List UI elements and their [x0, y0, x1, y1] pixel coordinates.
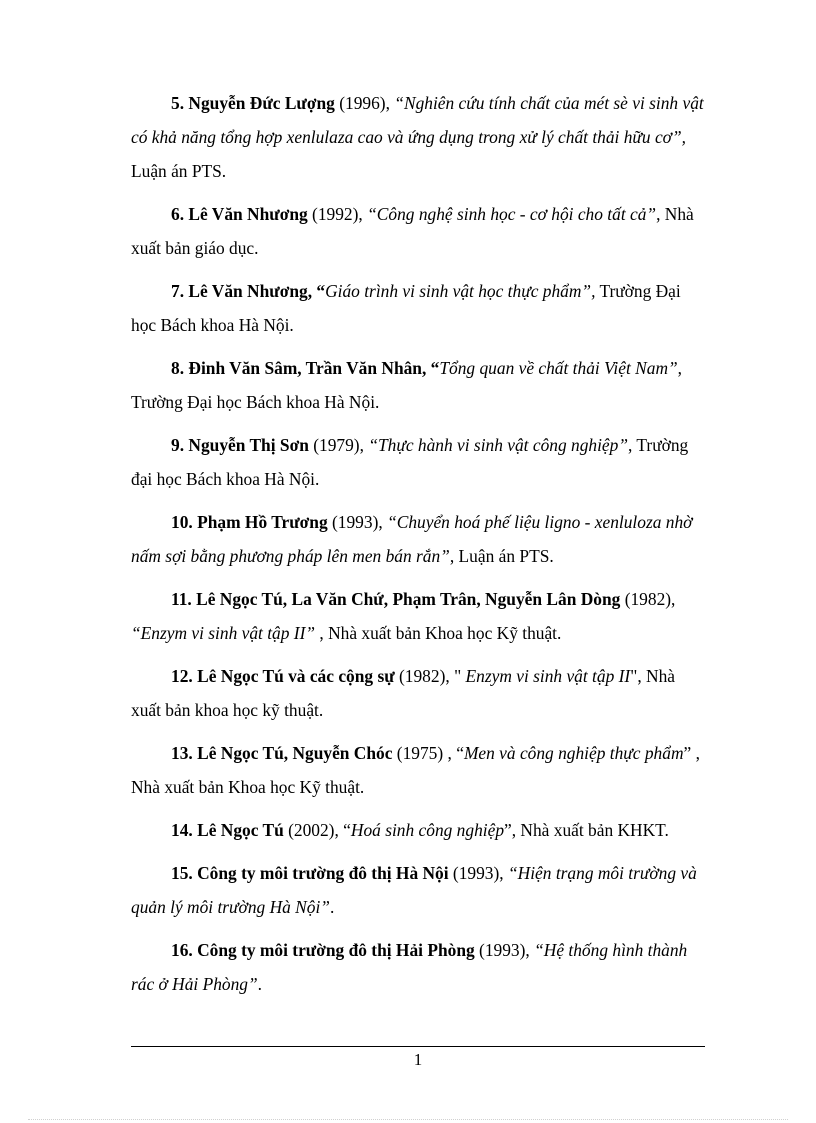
reference-item [131, 582, 705, 650]
reference-author: Lê Văn Nhương [188, 204, 308, 224]
reference-year: (1975) , “ [392, 743, 464, 763]
reference-number: 8. [171, 358, 185, 378]
reference-item [131, 86, 705, 188]
reference-title: “Enzym vi sinh vật tập II” [131, 623, 316, 643]
reference-year: (1992), [307, 204, 368, 224]
reference-year: (1993), [474, 940, 535, 960]
reference-number: 13. [171, 743, 193, 763]
reference-item [131, 736, 705, 804]
reference-item [131, 197, 705, 265]
reference-number: 9. [171, 435, 185, 455]
reference-publisher: ” , Nhà xuất bản Khoa học Kỹ thuật. [131, 743, 700, 797]
reference-publisher: , Luận án PTS. [449, 546, 554, 566]
reference-number: 6. [171, 204, 185, 224]
reference-number: 10. [171, 512, 193, 532]
reference-item [131, 933, 705, 1001]
reference-author: Lê Ngọc Tú và các cộng sự [197, 666, 395, 686]
reference-item [131, 428, 705, 496]
page-number: 1 [413, 1050, 423, 1069]
reference-year: (1982), [620, 589, 676, 609]
reference-item [131, 813, 705, 847]
reference-title: Hoá sinh công nghiệp [350, 820, 505, 840]
reference-author: Công ty môi trường đô thị Hà Nội [197, 863, 449, 883]
reference-author: Nguyễn Thị Sơn [188, 435, 309, 455]
reference-year: (1993), [448, 863, 508, 883]
reference-publisher: ", Nhà xuất bản khoa học kỹ thuật. [131, 666, 675, 720]
reference-author: Lê Ngọc Tú, Nguyễn Chóc [197, 743, 393, 763]
footer-rule [131, 1046, 705, 1047]
reference-year: (1996), [334, 93, 395, 113]
reference-title: “Nghiên cứu tính chất của mét sè vi sinh vật có khả năng tổng hợp xenlulaza cao và ứng dụng trong xử lý chất thải hữu cơ”, [131, 93, 704, 147]
reference-publisher: . [329, 897, 335, 917]
reference-author: Nguyễn Đức Lượng [188, 93, 335, 113]
reference-title: “Hiện trạng môi trường và quản lý môi trường Hà Nội” [131, 863, 697, 917]
reference-item [131, 351, 705, 419]
reference-author: Công ty môi trường đô thị Hải Phòng [197, 940, 475, 960]
reference-title: Men và công nghiệp thực phẩm [463, 743, 684, 763]
reference-year: (1993), [327, 512, 388, 532]
reference-author: Lê Văn Nhương, “ [188, 281, 326, 301]
reference-number: 14. [171, 820, 193, 840]
reference-title: “Thực hành vi sinh vật công nghiệp” [368, 435, 629, 455]
reference-author: Đinh Văn Sâm, Trần Văn Nhân, “ [188, 358, 440, 378]
reference-publisher: , Trường Đại học Bách khoa Hà Nội. [131, 358, 683, 412]
reference-year: (2002), “ [283, 820, 351, 840]
reference-publisher: , Nhà xuất bản giáo dục. [131, 204, 694, 258]
reference-title: Giáo trình vi sinh vật học thực phẩm”, [325, 281, 596, 301]
reference-number: 7. [171, 281, 185, 301]
reference-publisher: ”, Nhà xuất bản KHKT. [504, 820, 669, 840]
reference-publisher: . [257, 974, 263, 994]
page-edge [28, 1119, 788, 1120]
reference-list [131, 86, 705, 1010]
reference-publisher: Luận án PTS. [131, 161, 227, 181]
reference-title: Tổng quan về chất thải Việt Nam” [439, 358, 678, 378]
reference-item [131, 856, 705, 924]
reference-item [131, 505, 705, 573]
reference-author: Phạm Hồ Trương [197, 512, 328, 532]
reference-number: 11. [171, 589, 192, 609]
reference-year: (1979), [308, 435, 369, 455]
reference-number: 12. [171, 666, 193, 686]
reference-author: Lê Ngọc Tú [197, 820, 284, 840]
reference-author: Lê Ngọc Tú, La Văn Chứ, Phạm Trân, Nguyễn Lân Dòng [196, 589, 621, 609]
reference-number: 15. [171, 863, 193, 883]
reference-title: “Công nghệ sinh học - cơ hội cho tất cả” [367, 204, 657, 224]
reference-number: 16. [171, 940, 193, 960]
reference-publisher: , Trường đại học Bách khoa Hà Nội. [131, 435, 689, 489]
reference-title: Enzym vi sinh vật tập II [465, 666, 631, 686]
reference-year: (1982), " [394, 666, 466, 686]
reference-item [131, 274, 705, 342]
reference-publisher: Trường Đại học Bách khoa Hà Nội. [131, 281, 681, 335]
reference-title: “Hệ thống hình thành rác ở Hải Phòng” [131, 940, 688, 994]
reference-number: 5. [171, 93, 185, 113]
reference-title: “Chuyển hoá phế liệu ligno - xenluloza nhờ nấm sợi bằng phương pháp lên men bán rắn” [131, 512, 693, 566]
reference-publisher: , Nhà xuất bản Khoa học Kỹ thuật. [315, 623, 562, 643]
reference-item [131, 659, 705, 727]
